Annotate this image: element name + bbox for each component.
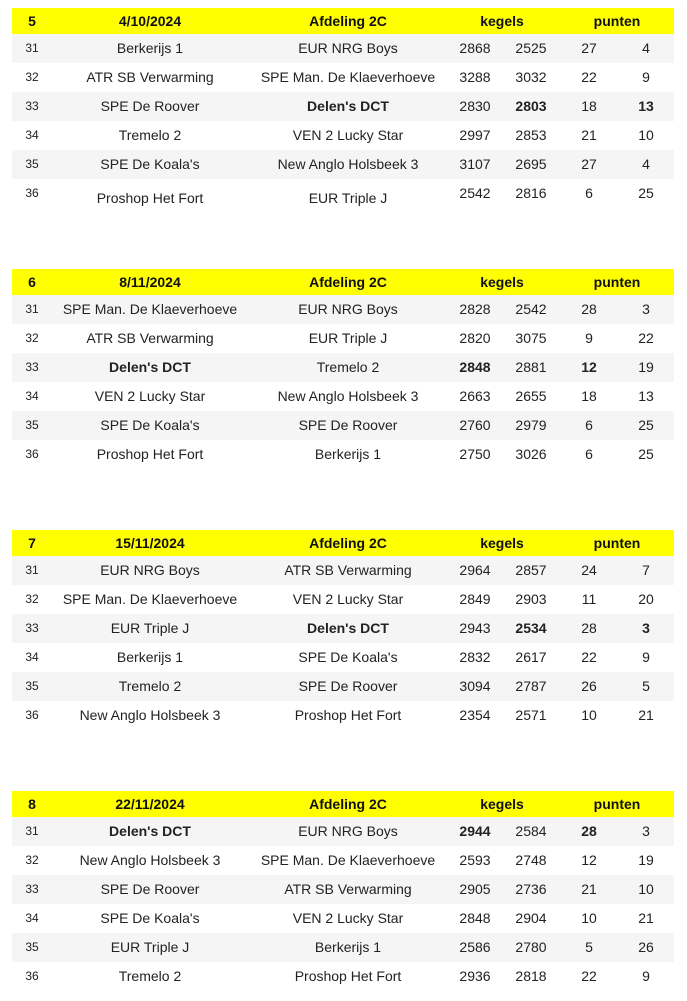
- kegels-header: kegels: [480, 13, 524, 29]
- match-row: [12, 933, 674, 962]
- home-kegels: 2832: [459, 649, 491, 665]
- away-punten: 21: [638, 910, 654, 926]
- away-kegels: 2542: [515, 301, 547, 317]
- home-team: EUR Triple J: [110, 620, 190, 636]
- away-kegels: 2748: [515, 852, 547, 868]
- away-kegels: 2780: [515, 939, 547, 955]
- away-team: EUR Triple J: [308, 330, 388, 346]
- round-number: 7: [28, 535, 36, 551]
- away-team: New Anglo Holsbeek 3: [277, 156, 419, 172]
- match-number: 32: [25, 853, 39, 867]
- home-kegels: 2868: [459, 40, 491, 56]
- match-row: [12, 63, 674, 92]
- match-row: [12, 92, 674, 121]
- match-number: 33: [25, 360, 39, 374]
- away-punten: 9: [642, 968, 650, 984]
- away-team: VEN 2 Lucky Star: [292, 910, 404, 926]
- match-number: 35: [25, 418, 39, 432]
- home-team: SPE De Roover: [100, 98, 200, 114]
- match-number: 34: [25, 389, 39, 403]
- home-team: ATR SB Verwarming: [86, 330, 214, 346]
- round-header: [12, 530, 674, 556]
- round-number: 5: [28, 13, 36, 29]
- away-punten: 9: [642, 649, 650, 665]
- match-row: [12, 904, 674, 933]
- home-kegels: 2943: [459, 620, 491, 636]
- away-team: ATR SB Verwarming: [284, 881, 412, 897]
- away-kegels: 2571: [515, 707, 547, 723]
- match-number: 32: [25, 331, 39, 345]
- home-team: SPE De Koala's: [100, 417, 200, 433]
- home-punten: 12: [581, 359, 597, 375]
- away-kegels: 3075: [515, 330, 547, 346]
- round-date: 4/10/2024: [118, 13, 182, 29]
- match-number: 35: [25, 940, 39, 954]
- round-number: 8: [28, 796, 36, 812]
- home-team: EUR NRG Boys: [100, 562, 200, 578]
- home-kegels: 3288: [459, 69, 491, 85]
- away-punten: 20: [638, 591, 654, 607]
- kegels-header: kegels: [480, 535, 524, 551]
- away-team: SPE Man. De Klaeverhoeve: [260, 69, 436, 85]
- home-team: Proshop Het Fort: [96, 190, 204, 206]
- home-team: ATR SB Verwarming: [86, 69, 214, 85]
- home-kegels: 2542: [459, 185, 491, 201]
- round-header: [12, 269, 674, 295]
- match-row: [12, 324, 674, 353]
- home-team: Berkerijs 1: [116, 649, 184, 665]
- match-row: [12, 353, 674, 382]
- away-kegels: 2816: [515, 185, 547, 201]
- match-row: [12, 962, 674, 991]
- match-row: [12, 817, 674, 846]
- home-team: SPE De Koala's: [100, 156, 200, 172]
- home-punten: 10: [581, 910, 597, 926]
- match-row: [12, 875, 674, 904]
- punten-header: punten: [593, 13, 641, 29]
- kegels-header: kegels: [480, 796, 524, 812]
- away-punten: 5: [642, 678, 650, 694]
- match-row: [12, 614, 674, 643]
- match-number: 36: [25, 969, 39, 983]
- away-kegels: 2853: [515, 127, 547, 143]
- match-row: [12, 701, 674, 730]
- match-number: 33: [25, 99, 39, 113]
- away-punten: 25: [638, 446, 654, 462]
- away-kegels: 2695: [515, 156, 547, 172]
- home-team: EUR Triple J: [110, 939, 190, 955]
- away-kegels: 2584: [515, 823, 547, 839]
- away-punten: 25: [638, 417, 654, 433]
- home-punten: 21: [581, 881, 597, 897]
- home-kegels: 2586: [459, 939, 491, 955]
- away-punten: 10: [638, 881, 654, 897]
- away-team: Delen's DCT: [307, 98, 389, 114]
- home-punten: 28: [581, 301, 597, 317]
- away-punten: 7: [642, 562, 650, 578]
- punten-header: punten: [593, 796, 641, 812]
- away-team: VEN 2 Lucky Star: [292, 591, 404, 607]
- home-kegels: 2848: [459, 359, 491, 375]
- match-row: [12, 121, 674, 150]
- away-team: SPE De Roover: [298, 678, 398, 694]
- away-kegels: 3032: [515, 69, 547, 85]
- match-row: [12, 643, 674, 672]
- home-kegels: 2936: [459, 968, 491, 984]
- away-team: VEN 2 Lucky Star: [292, 127, 404, 143]
- away-kegels: 2903: [515, 591, 547, 607]
- match-number: 34: [25, 911, 39, 925]
- away-kegels: 2881: [515, 359, 547, 375]
- away-punten: 3: [642, 823, 650, 839]
- home-kegels: 3094: [459, 678, 491, 694]
- home-kegels: 2354: [459, 707, 491, 723]
- away-kegels: 2787: [515, 678, 547, 694]
- round-block: [12, 791, 674, 991]
- division-label: Afdeling 2C: [309, 13, 387, 29]
- division-label: Afdeling 2C: [309, 796, 387, 812]
- home-punten: 21: [581, 127, 597, 143]
- division-label: Afdeling 2C: [309, 274, 387, 290]
- home-kegels: 2663: [459, 388, 491, 404]
- away-kegels: 2803: [515, 98, 547, 114]
- away-kegels: 2979: [515, 417, 547, 433]
- away-punten: 4: [642, 156, 650, 172]
- round-date: 8/11/2024: [119, 274, 181, 290]
- match-number: 35: [25, 679, 39, 693]
- match-number: 33: [25, 621, 39, 635]
- away-team: Delen's DCT: [307, 620, 389, 636]
- match-number: 34: [25, 128, 39, 142]
- home-kegels: 2760: [459, 417, 491, 433]
- away-punten: 25: [638, 185, 654, 201]
- match-row: [12, 556, 674, 585]
- away-punten: 22: [638, 330, 654, 346]
- home-punten: 26: [581, 678, 597, 694]
- home-punten: 24: [581, 562, 597, 578]
- home-team: New Anglo Holsbeek 3: [79, 707, 221, 723]
- round-date: 22/11/2024: [115, 796, 185, 812]
- match-row: [12, 150, 674, 179]
- home-kegels: 2905: [459, 881, 491, 897]
- away-team: ATR SB Verwarming: [284, 562, 412, 578]
- away-kegels: 2857: [515, 562, 547, 578]
- away-team: EUR Triple J: [308, 190, 388, 206]
- division-label: Afdeling 2C: [309, 535, 387, 551]
- match-row: [12, 34, 674, 63]
- match-row: [12, 179, 674, 217]
- away-punten: 13: [638, 98, 654, 114]
- home-punten: 28: [581, 823, 597, 839]
- round-block: [12, 8, 674, 217]
- home-kegels: 2750: [459, 446, 491, 462]
- home-kegels: 2849: [459, 591, 491, 607]
- match-row: [12, 672, 674, 701]
- away-team: Berkerijs 1: [314, 446, 382, 462]
- away-punten: 3: [642, 301, 650, 317]
- home-punten: 27: [581, 156, 597, 172]
- match-number: 36: [25, 186, 39, 200]
- home-team: SPE De Roover: [100, 881, 200, 897]
- away-kegels: 2534: [515, 620, 547, 636]
- home-kegels: 2944: [459, 823, 491, 839]
- home-punten: 18: [581, 98, 597, 114]
- match-row: [12, 585, 674, 614]
- away-punten: 26: [638, 939, 654, 955]
- home-punten: 18: [581, 388, 597, 404]
- home-kegels: 2997: [459, 127, 491, 143]
- match-number: 36: [25, 447, 39, 461]
- match-row: [12, 440, 674, 469]
- home-kegels: 2820: [459, 330, 491, 346]
- away-kegels: 2655: [515, 388, 547, 404]
- away-team: EUR NRG Boys: [298, 40, 398, 56]
- match-row: [12, 846, 674, 875]
- home-punten: 12: [581, 852, 597, 868]
- away-kegels: 3026: [515, 446, 547, 462]
- home-punten: 6: [585, 185, 593, 201]
- away-kegels: 2617: [515, 649, 547, 665]
- home-team: New Anglo Holsbeek 3: [79, 852, 221, 868]
- away-team: SPE De Koala's: [298, 649, 398, 665]
- round-number: 6: [28, 274, 36, 290]
- home-punten: 6: [585, 417, 593, 433]
- home-punten: 27: [581, 40, 597, 56]
- away-punten: 19: [638, 359, 654, 375]
- home-team: Delen's DCT: [109, 359, 191, 375]
- match-row: [12, 382, 674, 411]
- away-punten: 13: [638, 388, 654, 404]
- match-number: 31: [25, 563, 39, 577]
- home-kegels: 2848: [459, 910, 491, 926]
- home-kegels: 2593: [459, 852, 491, 868]
- match-number: 31: [25, 302, 39, 316]
- home-team: Tremelo 2: [118, 678, 182, 694]
- away-team: New Anglo Holsbeek 3: [277, 388, 419, 404]
- away-kegels: 2904: [515, 910, 547, 926]
- match-number: 35: [25, 157, 39, 171]
- punten-header: punten: [593, 274, 641, 290]
- away-punten: 4: [642, 40, 650, 56]
- home-punten: 22: [581, 968, 597, 984]
- away-team: Tremelo 2: [316, 359, 380, 375]
- home-punten: 11: [581, 591, 597, 607]
- home-kegels: 2830: [459, 98, 491, 114]
- home-team: SPE Man. De Klaeverhoeve: [62, 301, 238, 317]
- match-number: 32: [25, 70, 39, 84]
- home-punten: 10: [581, 707, 597, 723]
- round-date: 15/11/2024: [115, 535, 185, 551]
- home-team: Tremelo 2: [118, 968, 182, 984]
- home-punten: 28: [581, 620, 597, 636]
- away-team: EUR NRG Boys: [298, 301, 398, 317]
- away-team: SPE De Roover: [298, 417, 398, 433]
- round-block: [12, 530, 674, 730]
- away-punten: 9: [642, 69, 650, 85]
- punten-header: punten: [593, 535, 641, 551]
- away-team: EUR NRG Boys: [298, 823, 398, 839]
- away-kegels: 2736: [515, 881, 547, 897]
- away-punten: 3: [642, 620, 650, 636]
- home-team: SPE Man. De Klaeverhoeve: [62, 591, 238, 607]
- kegels-header: kegels: [480, 274, 524, 290]
- home-team: Delen's DCT: [109, 823, 191, 839]
- away-punten: 21: [638, 707, 654, 723]
- home-kegels: 3107: [459, 156, 491, 172]
- away-team: SPE Man. De Klaeverhoeve: [260, 852, 436, 868]
- away-team: Berkerijs 1: [314, 939, 382, 955]
- home-punten: 22: [581, 649, 597, 665]
- home-team: SPE De Koala's: [100, 910, 200, 926]
- home-team: Proshop Het Fort: [96, 446, 204, 462]
- match-number: 31: [25, 824, 39, 838]
- home-punten: 22: [581, 69, 597, 85]
- away-team: Proshop Het Fort: [294, 968, 402, 984]
- round-header: [12, 791, 674, 817]
- home-punten: 5: [585, 939, 593, 955]
- match-number: 32: [25, 592, 39, 606]
- match-number: 36: [25, 708, 39, 722]
- away-team: Proshop Het Fort: [294, 707, 402, 723]
- home-team: Tremelo 2: [118, 127, 182, 143]
- match-number: 33: [25, 882, 39, 896]
- match-number: 31: [25, 41, 39, 55]
- match-row: [12, 411, 674, 440]
- home-team: VEN 2 Lucky Star: [94, 388, 206, 404]
- home-kegels: 2828: [459, 301, 491, 317]
- home-punten: 9: [585, 330, 593, 346]
- away-kegels: 2525: [515, 40, 547, 56]
- away-punten: 10: [638, 127, 654, 143]
- home-team: Berkerijs 1: [116, 40, 184, 56]
- match-number: 34: [25, 650, 39, 664]
- match-row: [12, 295, 674, 324]
- away-punten: 19: [638, 852, 654, 868]
- home-punten: 6: [585, 446, 593, 462]
- away-kegels: 2818: [515, 968, 547, 984]
- round-header: [12, 8, 674, 34]
- round-block: [12, 269, 674, 469]
- home-kegels: 2964: [459, 562, 491, 578]
